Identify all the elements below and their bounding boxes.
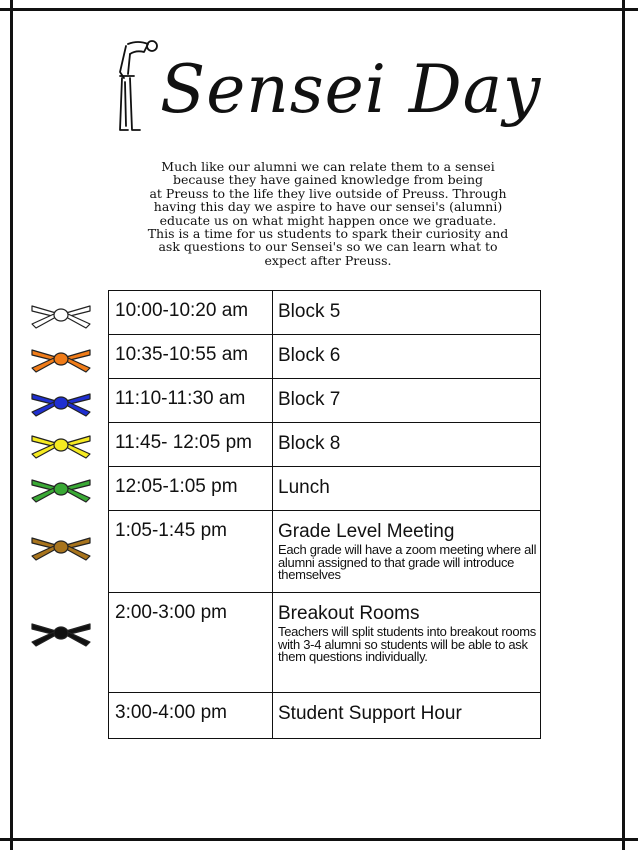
intro-line: at Preuss to the life they live outside of Preuss. Through xyxy=(149,185,507,201)
intro-line: ask questions to our Sensei's so we can learn what to xyxy=(158,239,498,255)
time-cell: 11:10-11:30 am xyxy=(109,379,273,423)
table-row xyxy=(109,593,541,693)
green-belt-icon xyxy=(30,476,92,504)
event-cell xyxy=(273,291,541,335)
time-cell: 1:05-1:45 pm xyxy=(109,511,273,593)
table-row xyxy=(109,511,541,593)
table-row xyxy=(109,291,541,335)
brown-belt-icon xyxy=(30,534,92,562)
frame-left-line xyxy=(10,0,13,850)
event-title: Block 7 xyxy=(278,389,341,410)
frame-top-line xyxy=(0,8,638,11)
intro-line: This is a time for us students to spark their curiosity and xyxy=(147,226,509,242)
time-cell: 11:45- 12:05 pm xyxy=(109,423,273,467)
intro-line: because they have gained knowledge from being xyxy=(172,172,484,188)
table-row xyxy=(109,423,541,467)
event-description: Teachers will split students into breakout rooms with 3-4 alumni so students will be able to ask them questions individually. xyxy=(278,624,537,664)
event-title: Block 6 xyxy=(278,345,341,366)
bowing-karate-figure-icon xyxy=(108,38,160,138)
event-cell xyxy=(273,693,541,739)
time-cell: 12:05-1:05 pm xyxy=(109,467,273,511)
event-title: Breakout Rooms xyxy=(278,603,420,624)
event-title: Lunch xyxy=(278,477,330,498)
table-row xyxy=(109,693,541,739)
event-cell xyxy=(273,335,541,379)
time-cell: 10:35-10:55 am xyxy=(109,335,273,379)
black-belt-icon xyxy=(30,620,92,648)
time-cell: 3:00-4:00 pm xyxy=(109,693,273,739)
table-row xyxy=(109,467,541,511)
intro-line: educate us on what might happen once we graduate. xyxy=(159,212,497,228)
event-title: Grade Level Meeting xyxy=(278,521,455,542)
schedule-table xyxy=(108,290,541,739)
white-belt-icon xyxy=(30,302,92,330)
intro-line: expect after Preuss. xyxy=(264,252,392,268)
event-cell xyxy=(273,593,541,693)
blue-belt-icon xyxy=(30,390,92,418)
event-title: Block 8 xyxy=(278,433,341,454)
event-cell xyxy=(273,467,541,511)
orange-belt-icon xyxy=(30,346,92,374)
event-title: Block 5 xyxy=(278,301,341,322)
intro-paragraph xyxy=(108,160,548,267)
yellow-belt-icon xyxy=(30,432,92,460)
event-cell xyxy=(273,511,541,593)
time-cell: 10:00-10:20 am xyxy=(109,291,273,335)
frame-bottom-line xyxy=(0,838,638,841)
event-title: Student Support Hour xyxy=(278,703,462,724)
event-cell xyxy=(273,379,541,423)
event-description: Each grade will have a zoom meeting where all alumni assigned to that grade will introduce themselves xyxy=(278,542,537,582)
intro-line: Much like our alumni we can relate them to a sensei xyxy=(161,159,495,174)
table-row xyxy=(109,335,541,379)
page-title: Sensei Day xyxy=(160,51,542,128)
time-cell: 2:00-3:00 pm xyxy=(109,593,273,693)
frame-right-line xyxy=(622,0,625,850)
event-cell xyxy=(273,423,541,467)
table-row xyxy=(109,379,541,423)
intro-line: having this day we aspire to have our sensei's (alumni) xyxy=(153,199,503,215)
